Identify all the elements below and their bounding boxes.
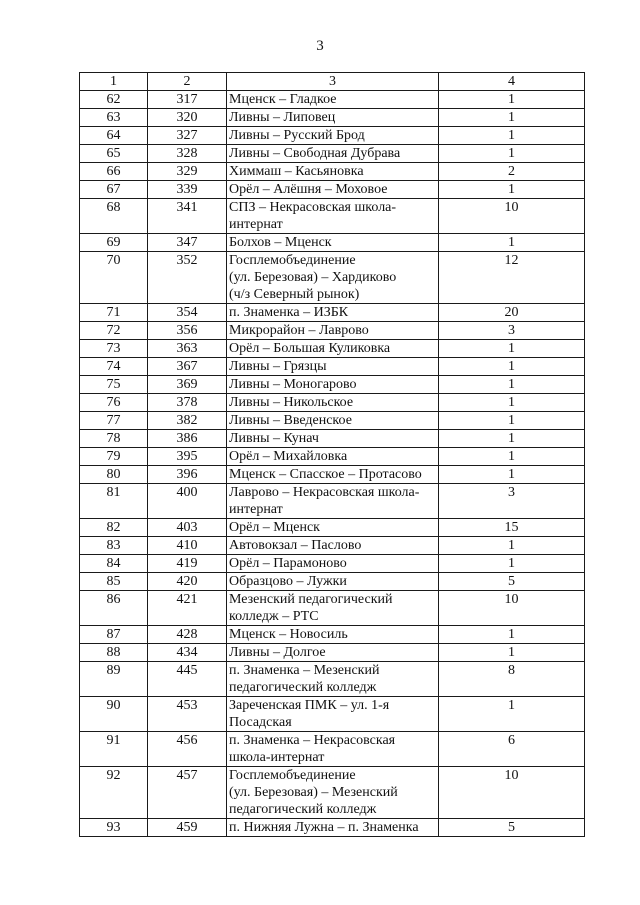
route-number-cell-text: 386 xyxy=(176,431,198,446)
route-number-cell xyxy=(148,591,227,626)
table-row xyxy=(80,573,585,591)
route-name-cell xyxy=(227,412,439,430)
row-number-cell xyxy=(80,412,148,430)
route-number-cell-text: 347 xyxy=(176,235,198,250)
bus-count-cell xyxy=(439,304,585,322)
bus-count-cell-text: 20 xyxy=(504,305,519,320)
row-number-cell-text: 70 xyxy=(106,253,121,268)
bus-count-cell xyxy=(439,322,585,340)
table-row xyxy=(80,697,585,732)
bus-count-cell-text: 1 xyxy=(508,645,515,660)
route-name-cell xyxy=(227,573,439,591)
route-number-cell-text: 456 xyxy=(176,733,198,748)
route-number-cell-text: 329 xyxy=(176,164,198,179)
row-number-cell-text: 63 xyxy=(106,110,121,125)
row-number-cell-text: 80 xyxy=(106,467,121,482)
route-number-cell-text: 457 xyxy=(176,768,198,783)
route-name-cell xyxy=(227,466,439,484)
table-row xyxy=(80,127,585,145)
row-number-cell xyxy=(80,555,148,573)
row-number-cell-text: 88 xyxy=(106,645,121,660)
table-row xyxy=(80,644,585,662)
route-name-cell-text: Ливны – Липовец xyxy=(229,110,336,125)
bus-count-cell xyxy=(439,644,585,662)
route-name-cell xyxy=(227,234,439,252)
table-row xyxy=(80,109,585,127)
table-row xyxy=(80,199,585,234)
bus-count-cell-text: 1 xyxy=(508,538,515,553)
route-number-cell-text: 445 xyxy=(176,663,198,678)
route-name-cell-text: п. Знаменка – ИЗБК xyxy=(229,305,349,320)
route-name-cell xyxy=(227,591,439,626)
route-name-cell xyxy=(227,127,439,145)
route-number-cell xyxy=(148,358,227,376)
route-name-cell-text: Автовокзал – Паслово xyxy=(229,538,362,553)
row-number-cell-text: 73 xyxy=(106,341,121,356)
route-name-cell xyxy=(227,358,439,376)
row-number-cell xyxy=(80,519,148,537)
route-number-cell-text: 419 xyxy=(176,556,198,571)
route-name-cell xyxy=(227,91,439,109)
route-name-cell-text: Микрорайон – Лаврово xyxy=(229,323,369,338)
table-row xyxy=(80,304,585,322)
row-number-cell-text: 72 xyxy=(106,323,121,338)
route-name-cell-text: Мценск – Гладкое xyxy=(229,92,337,107)
bus-count-cell-text: 3 xyxy=(508,485,515,500)
row-number-cell xyxy=(80,181,148,199)
bus-count-cell xyxy=(439,591,585,626)
route-number-cell-text: 363 xyxy=(176,341,198,356)
route-name-cell-text: п. Знаменка – Мезенский педагогический колледж xyxy=(229,663,380,695)
bus-count-cell-text: 1 xyxy=(508,449,515,464)
row-number-cell xyxy=(80,145,148,163)
route-name-cell xyxy=(227,448,439,466)
route-number-cell-text: 354 xyxy=(176,305,198,320)
route-number-cell xyxy=(148,430,227,448)
route-number-cell-text: 327 xyxy=(176,128,198,143)
row-number-cell xyxy=(80,394,148,412)
bus-count-cell xyxy=(439,573,585,591)
route-number-cell xyxy=(148,537,227,555)
row-number-cell xyxy=(80,358,148,376)
row-number-cell-text: 76 xyxy=(106,395,121,410)
route-number-cell xyxy=(148,394,227,412)
route-number-cell xyxy=(148,234,227,252)
bus-count-cell xyxy=(439,199,585,234)
bus-count-cell-text: 10 xyxy=(504,200,519,215)
route-number-cell-text: 459 xyxy=(176,820,198,835)
route-number-cell-text: 428 xyxy=(176,627,198,642)
row-number-cell-text: 81 xyxy=(106,485,121,500)
row-number-cell-text: 78 xyxy=(106,431,121,446)
row-number-cell xyxy=(80,322,148,340)
route-name-cell-text: Орёл – Михайловка xyxy=(229,449,348,464)
route-number-cell xyxy=(148,626,227,644)
route-name-cell xyxy=(227,537,439,555)
bus-count-cell xyxy=(439,519,585,537)
column-header-2: 2 xyxy=(148,73,227,91)
route-name-cell xyxy=(227,109,439,127)
bus-count-cell xyxy=(439,340,585,358)
bus-count-cell-text: 1 xyxy=(508,92,515,107)
bus-count-cell-text: 1 xyxy=(508,698,515,713)
bus-count-cell-text: 5 xyxy=(508,820,515,835)
row-number-cell xyxy=(80,252,148,304)
row-number-cell xyxy=(80,199,148,234)
route-name-cell-text: Ливны – Русский Брод xyxy=(229,128,365,143)
table-row xyxy=(80,234,585,252)
table-row xyxy=(80,322,585,340)
row-number-cell xyxy=(80,767,148,819)
bus-count-cell-text: 1 xyxy=(508,146,515,161)
bus-count-cell-text: 1 xyxy=(508,377,515,392)
bus-count-cell-text: 12 xyxy=(504,253,519,268)
route-number-cell-text: 434 xyxy=(176,645,198,660)
row-number-cell xyxy=(80,109,148,127)
route-number-cell-text: 367 xyxy=(176,359,198,374)
row-number-cell-text: 86 xyxy=(106,592,121,607)
bus-count-cell xyxy=(439,555,585,573)
table-row xyxy=(80,555,585,573)
route-name-cell xyxy=(227,430,439,448)
route-number-cell xyxy=(148,127,227,145)
route-number-cell-text: 352 xyxy=(176,253,198,268)
bus-count-cell-text: 1 xyxy=(508,110,515,125)
row-number-cell xyxy=(80,591,148,626)
route-number-cell xyxy=(148,91,227,109)
route-number-cell xyxy=(148,767,227,819)
row-number-cell-text: 79 xyxy=(106,449,121,464)
row-number-cell-text: 85 xyxy=(106,574,121,589)
bus-count-cell-text: 1 xyxy=(508,627,515,642)
bus-count-cell-text: 1 xyxy=(508,235,515,250)
route-number-cell xyxy=(148,304,227,322)
table-row xyxy=(80,412,585,430)
bus-count-cell-text: 1 xyxy=(508,467,515,482)
table-row xyxy=(80,819,585,837)
route-name-cell xyxy=(227,394,439,412)
table-row xyxy=(80,340,585,358)
table-row xyxy=(80,732,585,767)
bus-count-cell xyxy=(439,537,585,555)
row-number-cell xyxy=(80,163,148,181)
table-row xyxy=(80,662,585,697)
route-number-cell xyxy=(148,662,227,697)
bus-count-cell xyxy=(439,109,585,127)
route-name-cell xyxy=(227,322,439,340)
route-name-cell-text: Лаврово – Некрасовская школа- интернат xyxy=(229,485,420,517)
route-name-cell-text: Ливны – Никольское xyxy=(229,395,354,410)
route-number-cell xyxy=(148,199,227,234)
row-number-cell-text: 87 xyxy=(106,627,121,642)
route-number-cell-text: 320 xyxy=(176,110,198,125)
row-number-cell-text: 89 xyxy=(106,663,121,678)
route-name-cell-text: Ливны – Грязцы xyxy=(229,359,327,374)
route-name-cell-text: Орёл – Большая Куликовка xyxy=(229,341,391,356)
route-name-cell-text: Ливны – Введенское xyxy=(229,413,352,428)
bus-count-cell xyxy=(439,91,585,109)
table-row xyxy=(80,145,585,163)
row-number-cell-text: 71 xyxy=(106,305,121,320)
table-row xyxy=(80,591,585,626)
route-number-cell-text: 328 xyxy=(176,146,198,161)
route-number-cell-text: 420 xyxy=(176,574,198,589)
route-number-cell-text: 356 xyxy=(176,323,198,338)
row-number-cell xyxy=(80,340,148,358)
row-number-cell xyxy=(80,466,148,484)
route-number-cell xyxy=(148,555,227,573)
row-number-cell-text: 77 xyxy=(106,413,121,428)
route-number-cell-text: 341 xyxy=(176,200,198,215)
route-number-cell xyxy=(148,448,227,466)
route-number-cell-text: 395 xyxy=(176,449,198,464)
bus-count-cell xyxy=(439,732,585,767)
route-name-cell-text: Орёл – Алёшня – Моховое xyxy=(229,182,388,197)
row-number-cell xyxy=(80,430,148,448)
bus-count-cell-text: 1 xyxy=(508,359,515,374)
route-number-cell-text: 453 xyxy=(176,698,198,713)
table-row xyxy=(80,448,585,466)
route-name-cell xyxy=(227,732,439,767)
table-row xyxy=(80,358,585,376)
table-row xyxy=(80,466,585,484)
route-name-cell xyxy=(227,767,439,819)
row-number-cell-text: 84 xyxy=(106,556,121,571)
bus-count-cell xyxy=(439,484,585,519)
bus-count-cell-text: 1 xyxy=(508,556,515,571)
route-number-cell-text: 421 xyxy=(176,592,198,607)
column-header-4: 4 xyxy=(439,73,585,91)
route-number-cell-text: 317 xyxy=(176,92,198,107)
row-number-cell xyxy=(80,537,148,555)
bus-count-cell xyxy=(439,252,585,304)
route-number-cell xyxy=(148,322,227,340)
route-name-cell-text: п. Знаменка – Некрасовская школа-интернат xyxy=(229,733,396,765)
route-number-cell-text: 378 xyxy=(176,395,198,410)
bus-count-cell-text: 3 xyxy=(508,323,515,338)
bus-count-cell xyxy=(439,394,585,412)
route-name-cell xyxy=(227,555,439,573)
route-name-cell-text: Ливны – Долгое xyxy=(229,645,326,660)
route-number-cell xyxy=(148,819,227,837)
bus-count-cell xyxy=(439,358,585,376)
row-number-cell-text: 82 xyxy=(106,520,121,535)
row-number-cell xyxy=(80,662,148,697)
route-name-cell xyxy=(227,519,439,537)
route-name-cell xyxy=(227,626,439,644)
route-name-cell-text: Ливны – Моногарово xyxy=(229,377,357,392)
bus-count-cell-text: 1 xyxy=(508,182,515,197)
route-number-cell xyxy=(148,163,227,181)
row-number-cell-text: 83 xyxy=(106,538,121,553)
table-row xyxy=(80,537,585,555)
route-number-cell xyxy=(148,573,227,591)
bus-count-cell-text: 6 xyxy=(508,733,515,748)
bus-count-cell xyxy=(439,163,585,181)
bus-count-cell xyxy=(439,767,585,819)
route-name-cell xyxy=(227,376,439,394)
route-name-cell xyxy=(227,163,439,181)
row-number-cell xyxy=(80,234,148,252)
table-row xyxy=(80,626,585,644)
bus-count-cell xyxy=(439,662,585,697)
bus-count-cell xyxy=(439,430,585,448)
row-number-cell-text: 69 xyxy=(106,235,121,250)
route-name-cell xyxy=(227,819,439,837)
route-name-cell-text: Орёл – Мценск xyxy=(229,520,320,535)
bus-count-cell-text: 15 xyxy=(504,520,519,535)
row-number-cell-text: 68 xyxy=(106,200,121,215)
row-number-cell-text: 91 xyxy=(106,733,121,748)
table-row xyxy=(80,181,585,199)
table-row xyxy=(80,252,585,304)
route-number-cell xyxy=(148,644,227,662)
route-name-cell-text: Мценск – Новосиль xyxy=(229,627,348,642)
route-name-cell xyxy=(227,304,439,322)
row-number-cell xyxy=(80,448,148,466)
route-number-cell xyxy=(148,145,227,163)
row-number-cell xyxy=(80,644,148,662)
row-number-cell xyxy=(80,626,148,644)
row-number-cell xyxy=(80,127,148,145)
route-number-cell-text: 369 xyxy=(176,377,198,392)
route-number-cell xyxy=(148,181,227,199)
row-number-cell-text: 90 xyxy=(106,698,121,713)
route-name-cell-text: Зареченская ПМК – ул. 1-я Посадская xyxy=(229,698,390,730)
table-row xyxy=(80,163,585,181)
table-row xyxy=(80,767,585,819)
bus-count-cell-text: 1 xyxy=(508,341,515,356)
row-number-cell-text: 92 xyxy=(106,768,121,783)
route-number-cell-text: 400 xyxy=(176,485,198,500)
route-name-cell xyxy=(227,181,439,199)
bus-count-cell-text: 2 xyxy=(508,164,515,179)
route-number-cell xyxy=(148,484,227,519)
row-number-cell-text: 67 xyxy=(106,182,121,197)
route-number-cell xyxy=(148,519,227,537)
table-header-row xyxy=(80,73,585,91)
column-header-1: 1 xyxy=(80,73,148,91)
bus-count-cell xyxy=(439,697,585,732)
bus-count-cell-text: 1 xyxy=(508,413,515,428)
route-name-cell xyxy=(227,662,439,697)
bus-count-cell xyxy=(439,376,585,394)
row-number-cell xyxy=(80,697,148,732)
route-number-cell-text: 410 xyxy=(176,538,198,553)
bus-count-cell-text: 5 xyxy=(508,574,515,589)
column-header-3: 3 xyxy=(227,73,439,91)
bus-count-cell-text: 8 xyxy=(508,663,515,678)
route-name-cell-text: СПЗ – Некрасовская школа- интернат xyxy=(229,200,397,232)
row-number-cell-text: 93 xyxy=(106,820,121,835)
row-number-cell xyxy=(80,484,148,519)
route-name-cell-text: п. Нижняя Лужна – п. Знаменка xyxy=(229,820,419,835)
bus-count-cell-text: 1 xyxy=(508,431,515,446)
route-number-cell-text: 403 xyxy=(176,520,198,535)
row-number-cell-text: 74 xyxy=(106,359,121,374)
row-number-cell-text: 75 xyxy=(106,377,121,392)
row-number-cell-text: 66 xyxy=(106,164,121,179)
row-number-cell-text: 62 xyxy=(106,92,121,107)
table-row xyxy=(80,394,585,412)
row-number-cell xyxy=(80,819,148,837)
bus-count-cell xyxy=(439,448,585,466)
bus-count-cell-text: 10 xyxy=(504,592,519,607)
route-name-cell-text: Химмаш – Касьяновка xyxy=(229,164,364,179)
route-number-cell-text: 396 xyxy=(176,467,198,482)
route-name-cell-text: Образцово – Лужки xyxy=(229,574,347,589)
bus-count-cell-text: 1 xyxy=(508,395,515,410)
bus-count-cell xyxy=(439,819,585,837)
route-number-cell xyxy=(148,732,227,767)
route-name-cell-text: Орёл – Парамоново xyxy=(229,556,347,571)
bus-count-cell xyxy=(439,181,585,199)
bus-count-cell-text: 10 xyxy=(504,768,519,783)
route-number-cell xyxy=(148,376,227,394)
table-row xyxy=(80,430,585,448)
route-name-cell-text: Мезенский педагогический колледж – РТС xyxy=(229,592,393,624)
row-number-cell-text: 65 xyxy=(106,146,121,161)
route-name-cell xyxy=(227,644,439,662)
bus-count-cell xyxy=(439,145,585,163)
row-number-cell-text: 64 xyxy=(106,128,121,143)
bus-count-cell xyxy=(439,234,585,252)
table-row xyxy=(80,91,585,109)
route-number-cell xyxy=(148,252,227,304)
page-number: 3 xyxy=(316,38,324,54)
bus-count-cell xyxy=(439,127,585,145)
row-number-cell xyxy=(80,91,148,109)
route-name-cell-text: Болхов – Мценск xyxy=(229,235,332,250)
route-number-cell xyxy=(148,466,227,484)
route-number-cell-text: 382 xyxy=(176,413,198,428)
route-name-cell-text: Госплемобъединение (ул. Березовая) – Мезенский педагогический колледж xyxy=(229,768,398,817)
route-name-cell xyxy=(227,484,439,519)
route-number-cell xyxy=(148,109,227,127)
bus-count-cell-text: 1 xyxy=(508,128,515,143)
table-row xyxy=(80,376,585,394)
route-number-cell xyxy=(148,697,227,732)
table-row xyxy=(80,484,585,519)
route-name-cell xyxy=(227,697,439,732)
route-name-cell-text: Ливны – Свободная Дубрава xyxy=(229,146,401,161)
row-number-cell xyxy=(80,304,148,322)
route-number-cell xyxy=(148,412,227,430)
route-name-cell-text: Ливны – Кунач xyxy=(229,431,319,446)
table-body xyxy=(80,91,585,837)
bus-count-cell xyxy=(439,466,585,484)
route-number-cell-text: 339 xyxy=(176,182,198,197)
routes-table xyxy=(79,72,585,837)
row-number-cell xyxy=(80,573,148,591)
route-number-cell xyxy=(148,340,227,358)
bus-count-cell xyxy=(439,626,585,644)
route-name-cell xyxy=(227,199,439,234)
bus-count-cell xyxy=(439,412,585,430)
route-name-cell-text: Мценск – Спасское – Протасово xyxy=(229,467,422,482)
route-name-cell xyxy=(227,145,439,163)
route-name-cell-text: Госплемобъединение (ул. Березовая) – Хардиково (ч/з Северный рынок) xyxy=(229,253,397,302)
route-name-cell xyxy=(227,252,439,304)
route-name-cell xyxy=(227,340,439,358)
row-number-cell xyxy=(80,732,148,767)
row-number-cell xyxy=(80,376,148,394)
table-row xyxy=(80,519,585,537)
